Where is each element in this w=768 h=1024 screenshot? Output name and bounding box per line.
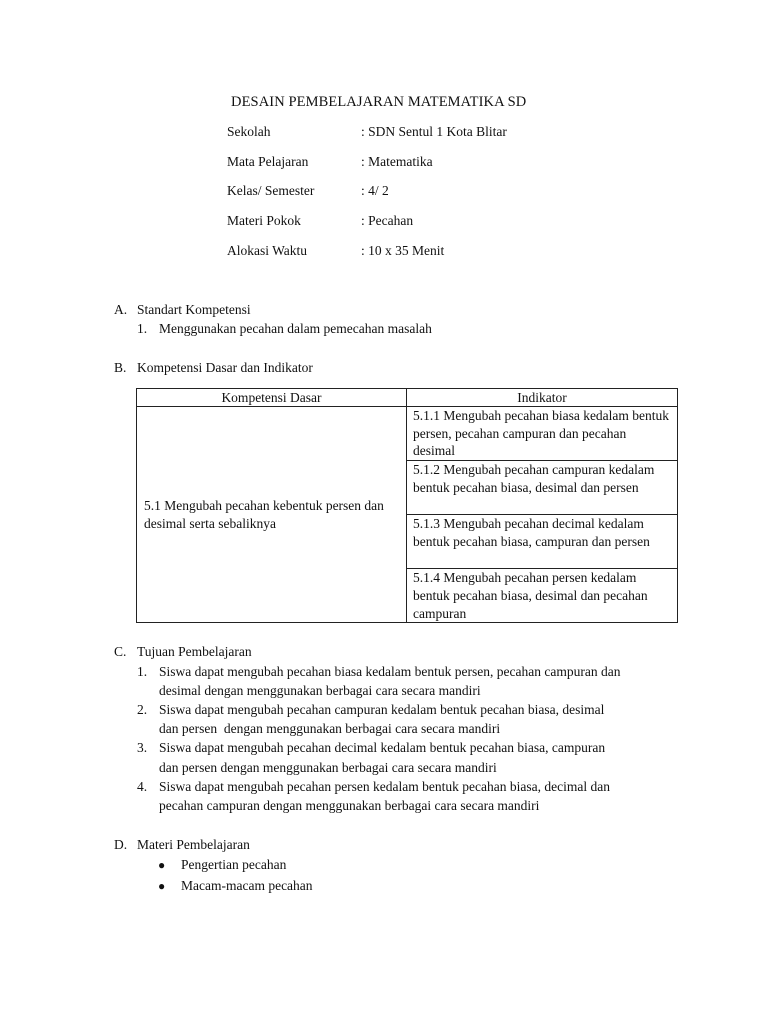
info-label-kelas-semester: Kelas/ Semester [227,183,315,198]
section-c-item-line: Siswa dapat mengubah pecahan biasa kedalam bentuk persen, pecahan campuran dan [159,664,621,679]
section-b-title: Kompetensi Dasar dan Indikator [137,360,313,375]
section-a-item-text: Menggunakan pecahan dalam pemecahan masalah [159,321,432,336]
section-c-item-line: Siswa dapat mengubah pecahan campuran kedalam bentuk pecahan biasa, desimal [159,702,605,717]
section-a-item-number: 1. [137,321,148,336]
kompetensi-dasar-text: 5.1 Mengubah pecahan kebentuk persen dan desimal serta sebaliknya [144,497,384,531]
indikator-cell [407,461,678,515]
info-label-materi-pokok: Materi Pokok [227,213,301,228]
section-c-item-number: 3. [137,740,148,755]
section-c-item-number: 1. [137,664,148,679]
section-c-item-line: Siswa dapat mengubah pecahan decimal kedalam bentuk pecahan biasa, campuran [159,740,606,755]
section-b-letter: B. [114,360,127,375]
bullet-icon: ● [158,879,166,893]
info-value-sekolah: : SDN Sentul 1 Kota Blitar [361,124,507,139]
info-value-mata-pelajaran: : Matematika [361,154,433,169]
section-d-bullet-item: Macam-macam pecahan [181,878,313,893]
section-d-letter: D. [114,837,128,852]
header-kompetensi-dasar: Kompetensi Dasar [137,389,407,407]
section-c-item-line: Siswa dapat mengubah pecahan persen kedalam bentuk pecahan biasa, decimal dan [159,779,610,794]
section-c-item-line: desimal dengan menggunakan berbagai cara secara mandiri [159,683,481,698]
info-label-mata-pelajaran: Mata Pelajaran [227,154,309,169]
section-c-title: Tujuan Pembelajaran [137,644,252,659]
section-a-letter: A. [114,302,128,317]
indikator-cell [407,515,678,569]
info-value-materi-pokok: : Pecahan [361,213,414,228]
section-c-item-number: 2. [137,702,148,717]
table-row [137,407,678,461]
section-d-title: Materi Pembelajaran [137,837,250,852]
indikator-text: 5.1.4 Mengubah pecahan persen kedalam bentuk pecahan biasa, desimal dan pecahan campuran [413,570,648,621]
section-c-item-line: dan persen dengan menggunakan berbagai cara secara mandiri [159,721,501,736]
kompetensi-indikator-table [136,388,678,623]
section-a-title: Standart Kompetensi [137,302,251,317]
indikator-cell [407,569,678,623]
section-d-bullet-item: Pengertian pecahan [181,857,287,872]
section-c-item-line: pecahan campuran dengan menggunakan berbagai cara secara mandiri [159,798,540,813]
section-c-letter: C. [114,644,127,659]
document-title: DESAIN PEMBELAJARAN MATEMATIKA SD [231,94,527,110]
info-value-alokasi-waktu: : 10 x 35 Menit [361,243,445,258]
info-label-alokasi-waktu: Alokasi Waktu [227,243,308,258]
table-header-row [137,389,678,407]
section-c-item-number: 4. [137,779,148,794]
section-c-item-line: dan persen dengan menggunakan berbagai cara secara mandiri [159,760,497,775]
kompetensi-dasar-cell [137,407,407,623]
info-value-kelas-semester: : 4/ 2 [361,183,389,198]
indikator-cell [407,407,678,461]
indikator-text: 5.1.3 Mengubah pecahan decimal kedalam bentuk pecahan biasa, campuran dan persen [413,516,650,549]
indikator-text: 5.1.1 Mengubah pecahan biasa kedalam bentuk persen, pecahan campuran dan pecahan desimal [413,408,670,459]
info-label-sekolah: Sekolah [227,124,271,139]
bullet-icon: ● [158,858,166,872]
header-indikator: Indikator [407,389,678,407]
indikator-text: 5.1.2 Mengubah pecahan campuran kedalam bentuk pecahan biasa, desimal dan persen [413,462,655,495]
